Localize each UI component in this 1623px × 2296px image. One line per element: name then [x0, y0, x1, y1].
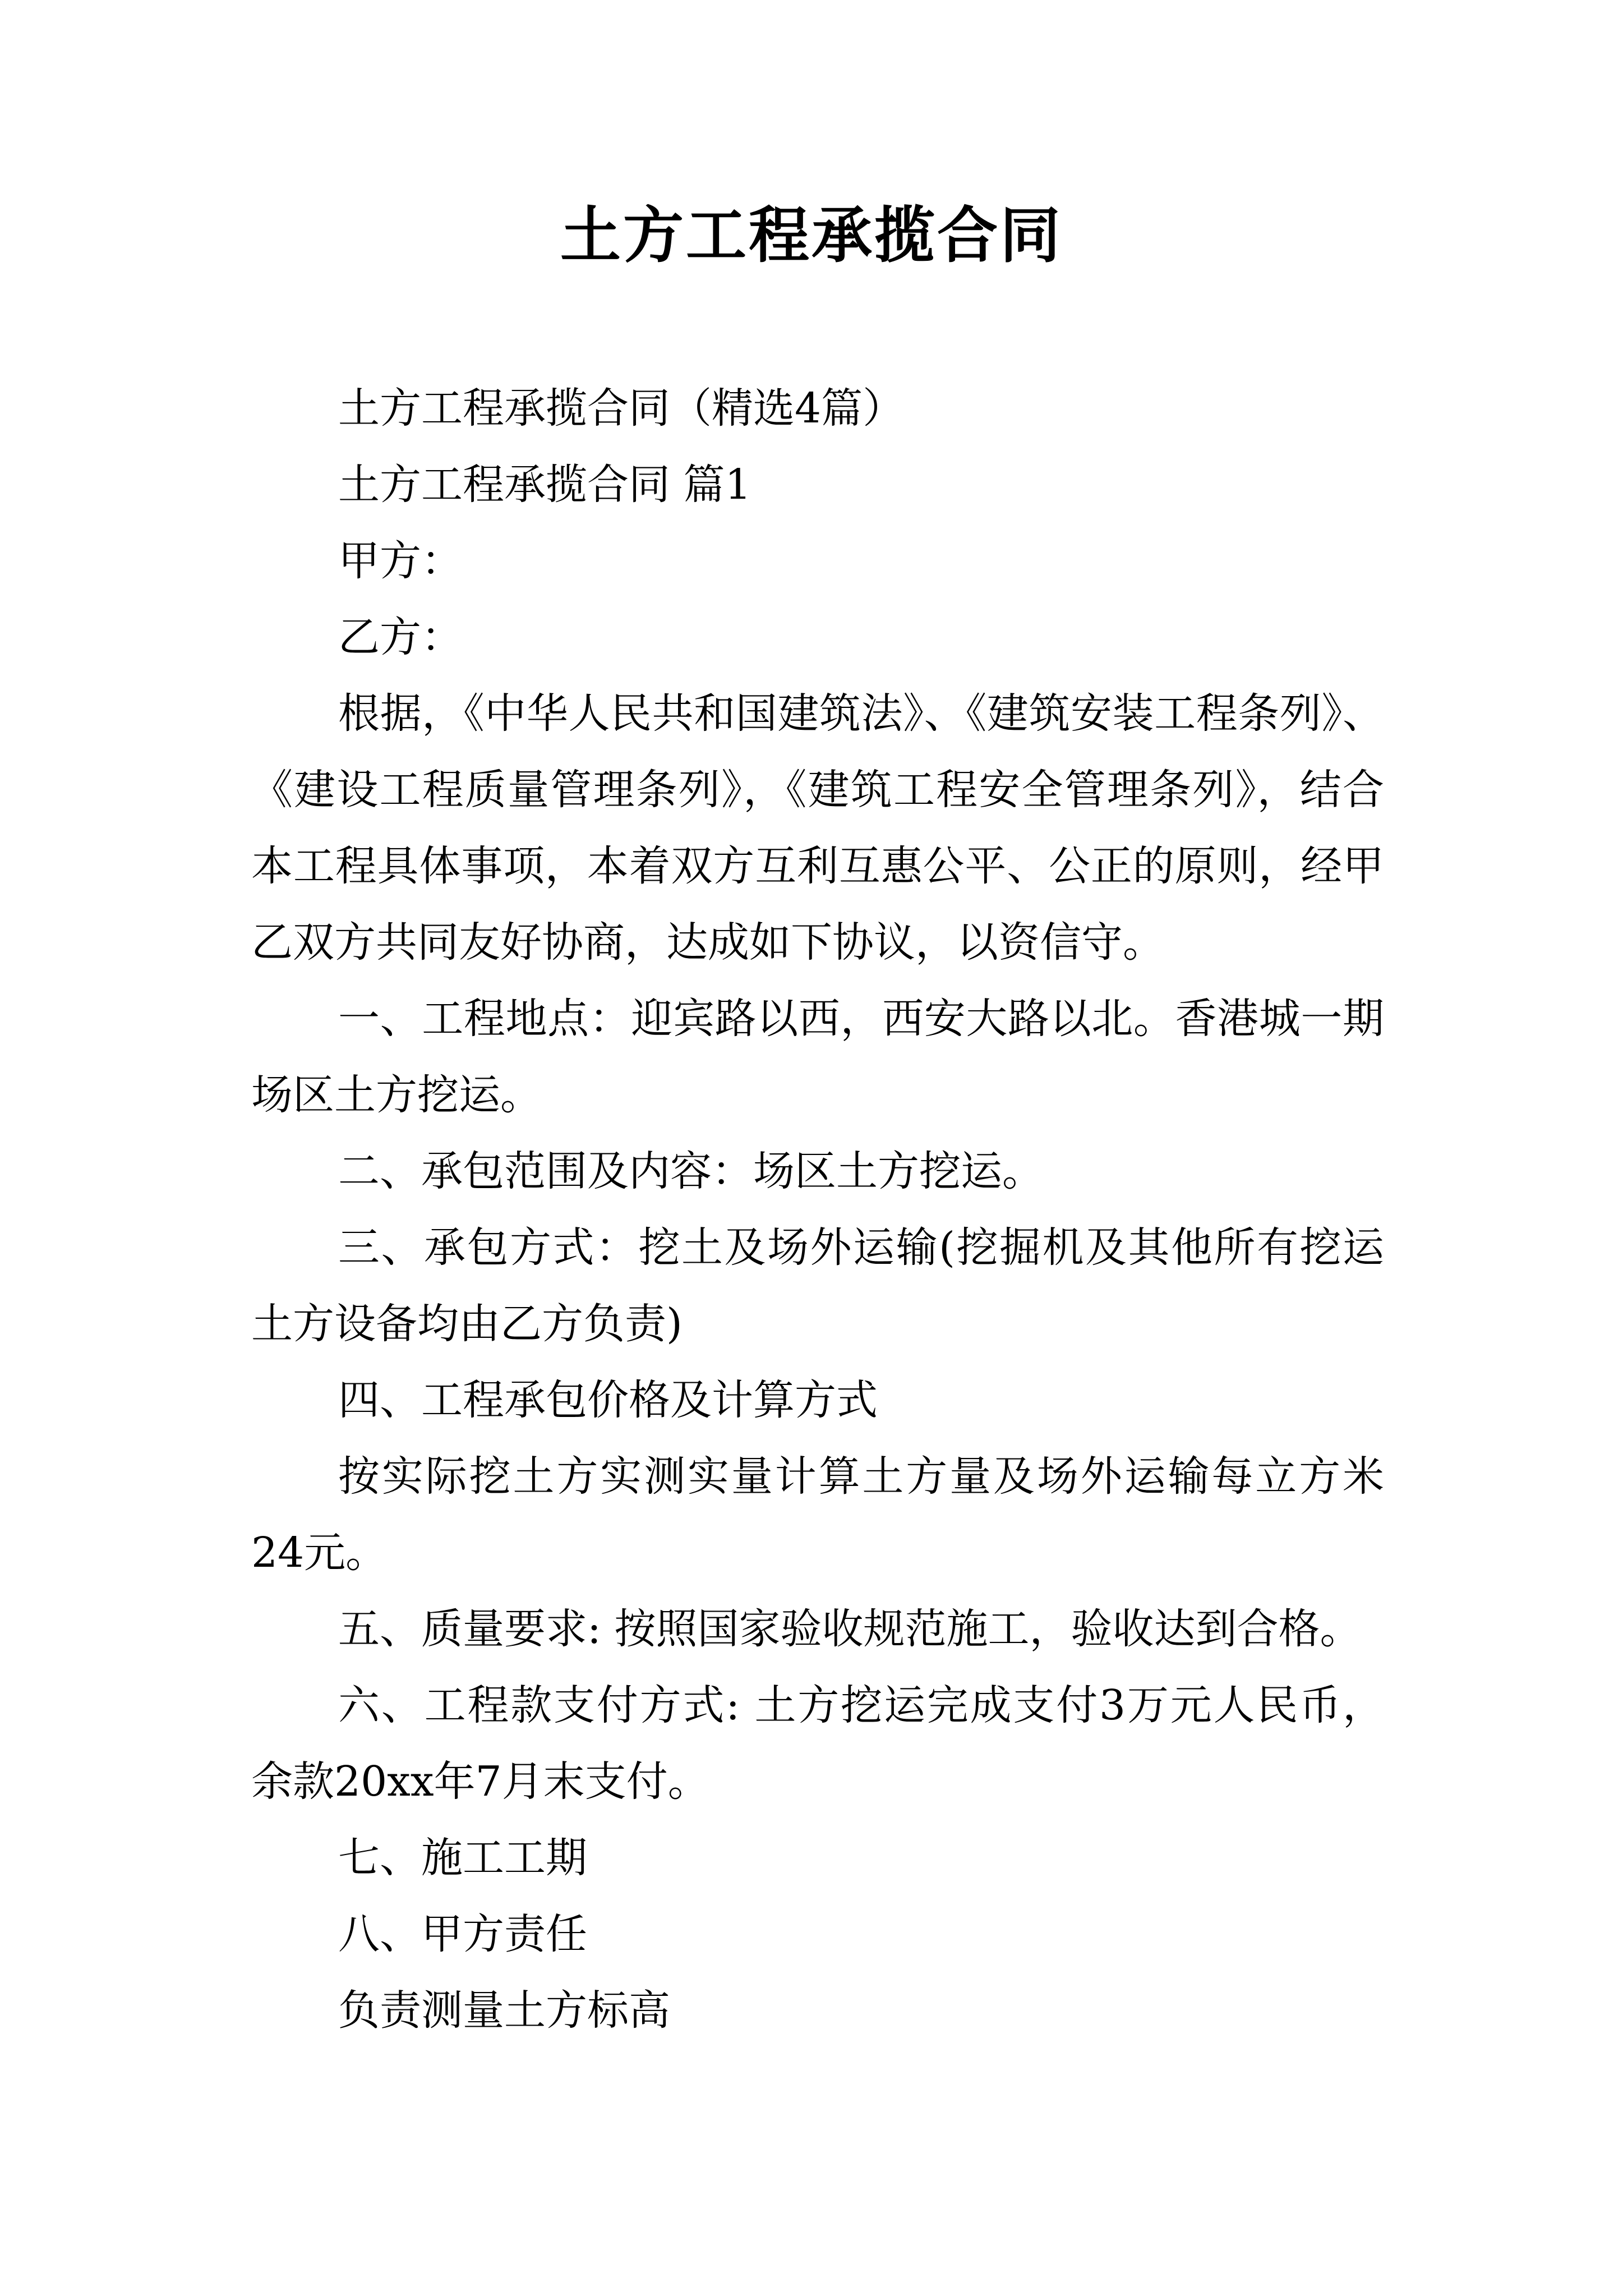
clause-2: 二、承包范围及内容：场区土方挖运。 [338, 1147, 1044, 1195]
document-title: 土方工程承揽合同 [560, 200, 1063, 271]
party-a-line: 甲方： [338, 537, 463, 585]
preamble-paragraph: 根据，《中华人民共和国建筑法》、《建筑安装工程条列》、《建设工程质量管理条列》，《建筑工程安全管理条列》，结合本工程具体事项，本着双方互利互惠公平、公正的原则，经甲乙双方共同友好协商，达成如下协议，以资信守。 [251, 689, 1384, 967]
clause-4-heading: 四、工程承包价格及计算方式 [338, 1376, 878, 1424]
clause-4-body: 按实际挖土方实测实量计算土方量及场外运输每立方米24元。 [251, 1452, 1384, 1577]
clause-8: 八、甲方责任 [338, 1910, 587, 1958]
clause-7: 七、施工工期 [338, 1834, 587, 1882]
clause-3: 三、承包方式：挖土及场外运输(挖掘机及其他所有挖运土方设备均由乙方负责) [251, 1223, 1384, 1348]
party-b-line: 乙方： [338, 613, 463, 661]
clause-5: 五、质量要求: 按照国家验收规范施工，验收达到合格。 [338, 1605, 1362, 1653]
subtitle-paragraph: 土方工程承揽合同（精选4篇） [338, 384, 905, 432]
clause-8-item: 负责测量土方标高 [338, 1986, 670, 2035]
clause-1: 一、工程地点：迎宾路以西，西安大路以北。香港城一期场区土方挖运。 [251, 995, 1384, 1119]
section-heading: 土方工程承揽合同 篇1 [338, 461, 751, 509]
document-body [251, 370, 1384, 2049]
clause-6: 六、工程款支付方式: 土方挖运完成支付3万元人民币，余款20xx年7月末支付。 [251, 1681, 1384, 1806]
